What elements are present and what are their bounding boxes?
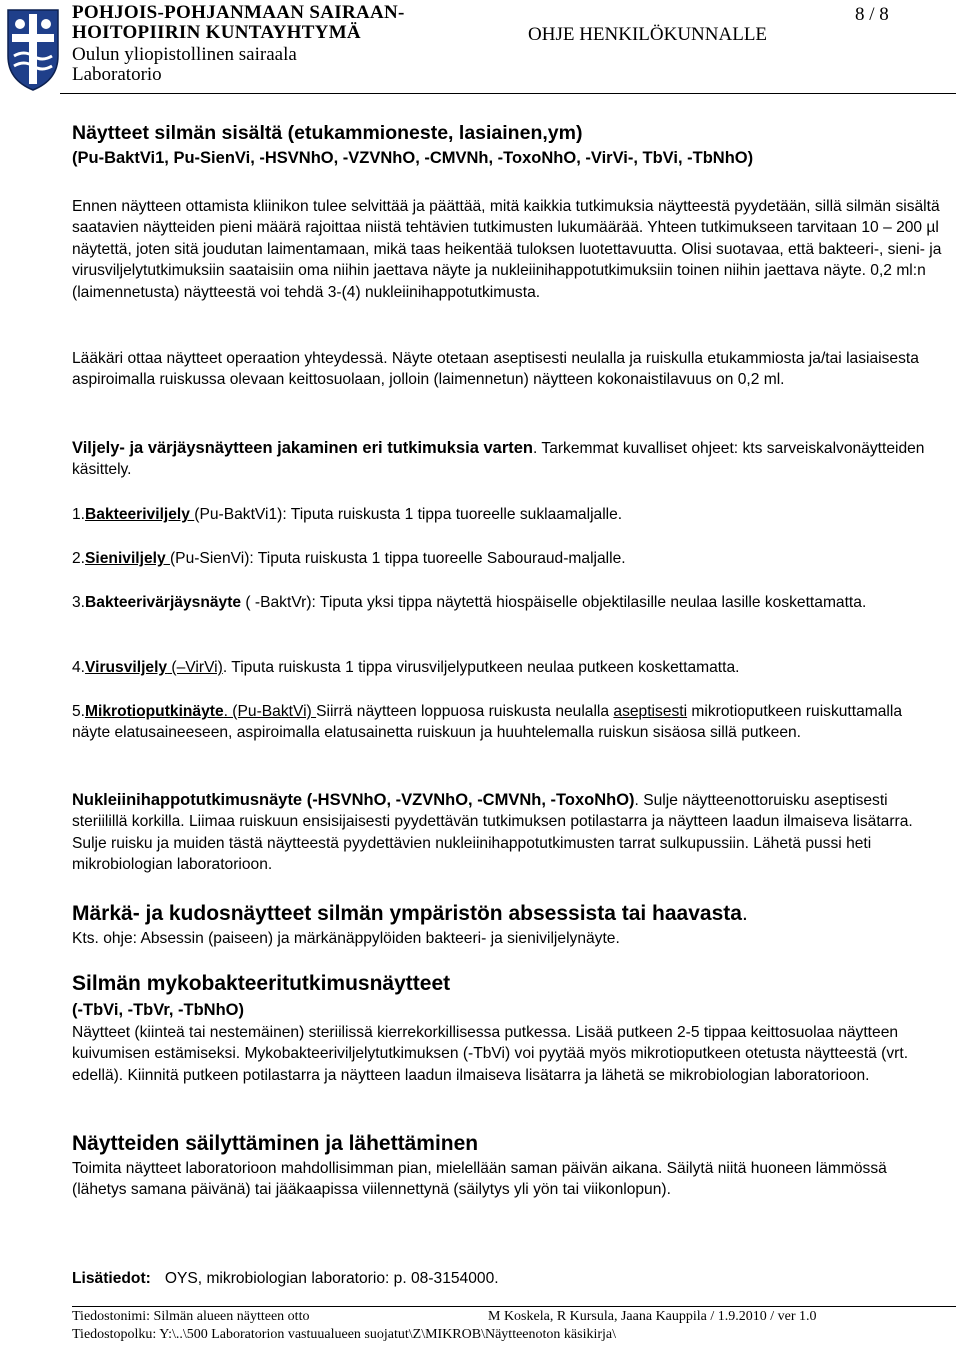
splitting-text: . Tarkemmat kuvalliset ohjeet: kts sarveiskalvonäytteiden käsittely. [72,440,925,479]
nucleic-acid-paragraph [72,790,942,876]
hospital-name: Oulun yliopistollinen sairaala [72,44,297,65]
step-number: 4. [72,659,86,676]
mycobacteria-text: Näytteet (kiinteä tai nestemäinen) steriilissä kierrekorkillisessa putkessa. Lisää putkeen 2-5 tippaa keittosuolaa näytteen kuivumisen estämiseksi. Mykobakteeriviljelytutkimuksen (-TbVi) voi pyytää myös mikrotioputkeen otetusta näytteestä (vrt. edellä). Kiinnitä putkeen potilastarra ja näytteen laadun ilmaiseva lisätarra ja lähetä se mikrobiologian laboratorioon. [72,1024,909,1084]
step-emphasis: aseptisesti [613,703,688,720]
section-subtitle: (-TbVi, -TbVr, -TbNhO) [72,1001,245,1019]
hospital-district-crest-logo [4,6,62,92]
more-info-label: Lisätiedot: [72,1270,151,1287]
page-number: 8 / 8 [855,4,889,25]
section-mycobacteria [72,970,942,1086]
intro-paragraph: Ennen näytteen ottamista kliinikon tulee selvittää ja päättää, mitä kaikkia tutkimuksia näytteestä pyydetään, sillä silmän sisältä saatavien näytteiden pieni määrä rajoittaa niistä tehtävien tutkimusten lukumäärää. Yhteen tutkimukseen tarvitaan 10 – 200 µl näytettä, joten sitä joudutan laimentamaan, mikä taas heikentää tuloksen luotettavuutta. Olisi suotavaa, että bakteeri-, sieni- ja virusviljelytutkimuksiin saataisiin oma niihin jaettava näyte ja nukleiinihappotutkimuksiin toinen niihin jaettava näyte. 0,2 ml:n (laimennetusta) näytteestä voi tehdä 3-(4) nukleiinihappotutkimusta. [72,198,942,301]
step-text: Siirrä näytteen loppuosa ruiskusta neulalla [316,703,614,720]
header-divider [60,93,956,94]
step-text: ( -BaktVr): Tiputa yksi tippa näytettä hiospäiselle objektilasille neulaa lasille koskettamatta. [241,594,867,611]
splitting-heading: Viljely- ja värjäysnäytteen jakaminen eri tutkimuksia varten [72,439,534,457]
step-name: Sieniviljely [85,550,170,567]
storage-text: Toimita näytteet laboratorioon mahdollisimman pian, mielellään saman päivän aikana. Säilytä niitä huoneen lämmössä (lähetys samana päivänä) tai jääkaapissa viilennettynä (säilytys yli yön tai viikonlopun). [72,1160,887,1199]
section-title: Silmän mykobakteeritutkimusnäytteet [72,972,451,995]
step-3 [72,592,942,613]
section-title: Näytteet silmän sisältä (etukammioneste, lasiainen,ym) [72,122,583,144]
footer-filename: Tiedostonimi: Silmän alueen näytteen otto [72,1309,310,1324]
document-type: OHJE HENKILÖKUNNALLE [528,24,768,45]
footer-divider [72,1306,956,1307]
more-info-value: OYS, mikrobiologian laboratorio: p. 08-3154000. [164,1270,499,1287]
department-name: Laboratorio [72,64,162,85]
splitting-paragraph [72,438,942,481]
step-1 [72,504,942,525]
step-name: Bakteeriviljely [85,506,195,523]
step-number: 5. [72,703,86,720]
nucleic-acid-heading: Nukleiinihappotutkimusnäyte (-HSVNhO, -VZVNhO, -CMVNh, -ToxoNhO) [72,791,635,809]
section-title-end: . [741,902,748,925]
section-eye-internal [72,120,942,170]
footer-filepath: Tiedostopolku: Y:\..\500 Laboratorion vastuualueen suojatut\Z\MIKROB\Näytteenoton käsikirja\ [72,1327,616,1342]
step-name: Mikrotioputkinäyte [85,703,224,720]
abscess-text: Kts. ohje: Absessin (paiseen) ja märkänäppylöiden bakteeri- ja sieniviljelynäyte. [72,930,620,947]
section-title-text: Märkä- ja kudosnäytteet silmän ympäristön absessista tai haavasta [72,902,742,925]
step-number: 2. [72,550,86,567]
sampling-paragraph: Lääkäri ottaa näytteet operaation yhteydessä. Näyte otetaan aseptisesti neulalla ja ruiskulla etukammiosta ja/tai lasiaisesta aspiroimalla ruiskussa olevaan keittosuolaan, jolloin (laimennetun) näytteen kokonaistilavuus on 0,2 ml. [72,350,919,389]
more-info [72,1270,499,1288]
step-number: 3. [72,594,86,611]
section-storage [72,1130,942,1201]
section-subtitle: (Pu-BaktVi1, Pu-SienVi, -HSVNhO, -VZVNhO, -CMVNh, -ToxoNhO, -VirVi-, TbVi, -TbNhO) [72,149,754,167]
step-number: 1. [72,506,86,523]
step-text: (Pu-SienVi): Tiputa ruiskusta 1 tippa tuoreelle Sabouraud-maljalle. [169,550,626,567]
organization-name-line2: HOITOPIIRIN KUNTAYHTYMÄ [72,22,361,43]
section-title: Näytteiden säilyttäminen ja lähettäminen [72,1132,479,1155]
step-code: (–VirVi) [167,659,223,676]
step-name: Bakteerivärjäysnäyte [85,594,242,611]
step-name: Virusviljely [85,659,168,676]
step-5 [72,701,942,744]
section-title [72,900,942,928]
step-4 [72,657,942,678]
step-2 [72,548,942,569]
document-header [0,0,960,100]
step-text-cont: mikrotioputkeen ruiskuttamalla näyte elatusaineeseen, aspiroimalla elatusainetta ruiskuun ja huuhtelemalla ruiskun sisäosa sillä putkeen. [72,703,903,742]
nucleic-acid-text: . Sulje näytteenottoruisku aseptisesti steriilillä korkilla. Liimaa ruiskuun ensisijaisesti pyydettävän tutkimuksen potilastarra ja näytteen laadun ilmaiseva lisätarra. Sulje ruisku ja muiden tästä näytteestä pyydettävien nukleiinihappotutkimusten tarrat sulkupussiin. Lähetä pussi heti mikrobiologian laboratorioon. [72,792,913,874]
step-code: . (Pu-BaktVi) [223,703,317,720]
step-text: . Tiputa ruiskusta 1 tippa virusviljelyputkeen neulaa putkeen koskettamatta. [222,659,740,676]
step-text: (Pu-BaktVi1): Tiputa ruiskusta 1 tippa tuoreelle suklaamaljalle. [194,506,623,523]
section-abscess [72,900,942,949]
organization-name-line1: POHJOIS-POHJANMAAN SAIRAAN- [72,2,405,23]
footer-authors: M Koskela, R Kursula, Jaana Kauppila / 1.9.2010 / ver 1.0 [488,1309,817,1324]
